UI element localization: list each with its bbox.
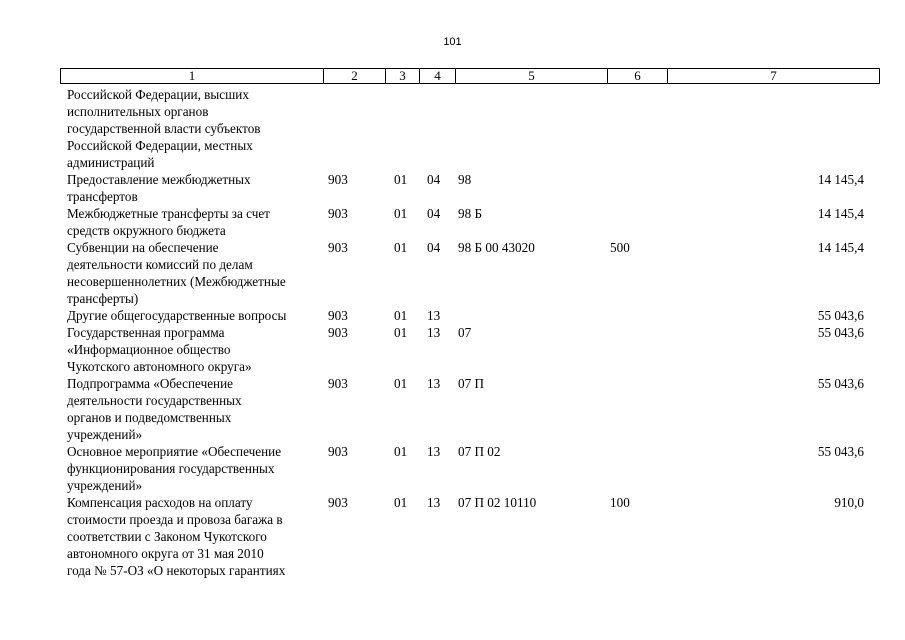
table-row [60, 324, 870, 375]
description-line: трансферты) [67, 291, 139, 306]
row-description [60, 375, 322, 443]
row-description [60, 86, 322, 171]
row-ministry-code: 903 [328, 308, 348, 323]
table-row [60, 494, 870, 579]
row-subsection-code: 04 [427, 206, 441, 221]
row-amount: 55 043,6 [817, 308, 864, 323]
row-description [60, 307, 322, 324]
description-line: несовершеннолетних (Межбюджетные [67, 274, 286, 289]
header-col-1: 1 [61, 69, 324, 83]
description-line: Предоставление межбюджетных [67, 172, 251, 187]
table-header [60, 68, 880, 84]
table-row [60, 239, 870, 307]
row-section-code: 01 [394, 308, 408, 323]
row-target-code: 98 Б [458, 206, 483, 221]
description-line: Российской Федерации, высших [67, 87, 249, 102]
row-description [60, 205, 322, 239]
description-line: соответствии с Законом Чукотского [67, 529, 267, 544]
row-amount: 14 145,4 [817, 172, 864, 187]
header-col-2: 2 [324, 69, 386, 83]
table-row [60, 205, 870, 239]
header-col-4: 4 [420, 69, 456, 83]
description-line: администраций [67, 155, 155, 170]
row-description [60, 443, 322, 494]
description-line: деятельности государственных [67, 393, 242, 408]
table-row [60, 307, 870, 324]
row-subsection-code: 13 [427, 444, 441, 459]
description-line: Государственная программа [67, 325, 225, 340]
row-ministry-code: 903 [328, 325, 348, 340]
row-amount: 55 043,6 [817, 376, 864, 391]
description-line: автономного округа от 31 мая 2010 [67, 546, 264, 561]
row-ministry-code: 903 [328, 376, 348, 391]
description-line: Другие общегосударственные вопросы [67, 308, 287, 323]
description-line: «Информационное общество [67, 342, 231, 357]
description-line: года № 57-ОЗ «О некоторых гарантиях [67, 563, 286, 578]
row-amount: 14 145,4 [817, 240, 864, 255]
row-target-code: 98 Б 00 43020 [458, 240, 535, 255]
row-ministry-code: 903 [328, 444, 348, 459]
description-line: деятельности комиссий по делам [67, 257, 253, 272]
row-target-code: 07 П [458, 376, 485, 391]
row-section-code: 01 [394, 495, 408, 510]
row-section-code: 01 [394, 444, 408, 459]
row-description [60, 171, 322, 205]
row-section-code: 01 [394, 240, 408, 255]
header-col-6: 6 [608, 69, 668, 83]
description-line: исполнительных органов [67, 104, 209, 119]
description-line: государственной власти субъектов [67, 121, 261, 136]
description-line: Субвенции на обеспечение [67, 240, 219, 255]
description-line: учреждений» [67, 478, 143, 493]
description-line: стоимости проезда и провоза багажа в [67, 512, 283, 527]
description-line: трансфертов [67, 189, 138, 204]
row-amount: 910,0 [834, 495, 864, 510]
header-col-7: 7 [770, 68, 777, 83]
row-target-code: 07 П 02 10110 [458, 495, 537, 510]
row-subsection-code: 13 [427, 376, 441, 391]
row-description [60, 324, 322, 375]
row-ministry-code: 903 [328, 495, 348, 510]
table-row [60, 443, 870, 494]
row-subsection-code: 13 [427, 308, 441, 323]
row-amount: 14 145,4 [817, 206, 864, 221]
row-section-code: 01 [394, 376, 408, 391]
row-target-code: 07 П 02 [458, 444, 501, 459]
row-ministry-code: 903 [328, 240, 348, 255]
row-ministry-code: 903 [328, 172, 348, 187]
row-target-code: 98 [458, 172, 472, 187]
description-line: функционирования государственных [67, 461, 275, 476]
header-col-3: 3 [386, 69, 420, 83]
description-line: Компенсация расходов на оплату [67, 495, 253, 510]
row-expense-type-code: 500 [610, 240, 630, 255]
description-line: средств окружного бюджета [67, 223, 226, 238]
description-line: Российской Федерации, местных [67, 138, 253, 153]
row-subsection-code: 04 [427, 240, 441, 255]
row-expense-type-code: 100 [610, 495, 630, 510]
table-row [60, 86, 870, 171]
description-line: учреждений» [67, 427, 143, 442]
description-line: Подпрограмма «Обеспечение [67, 376, 234, 391]
row-amount: 55 043,6 [817, 444, 864, 459]
description-line: Основное мероприятие «Обеспечение [67, 444, 282, 459]
row-description [60, 494, 322, 579]
row-ministry-code: 903 [328, 206, 348, 221]
description-line: Межбюджетные трансферты за счет [67, 206, 270, 221]
page-number: 101 [443, 36, 462, 48]
description-line: Чукотского автономного округа» [67, 359, 252, 374]
row-subsection-code: 13 [427, 325, 441, 340]
table-row [60, 375, 870, 443]
table-body [60, 86, 870, 579]
row-subsection-code: 04 [427, 172, 441, 187]
table-row [60, 171, 870, 205]
row-section-code: 01 [394, 172, 408, 187]
description-line: органов и подведомственных [67, 410, 232, 425]
row-section-code: 01 [394, 325, 408, 340]
row-section-code: 01 [394, 206, 408, 221]
row-amount: 55 043,6 [817, 325, 864, 340]
row-description [60, 239, 322, 307]
row-subsection-code: 13 [427, 495, 441, 510]
row-target-code: 07 [458, 325, 472, 340]
header-col-5: 5 [456, 69, 608, 83]
